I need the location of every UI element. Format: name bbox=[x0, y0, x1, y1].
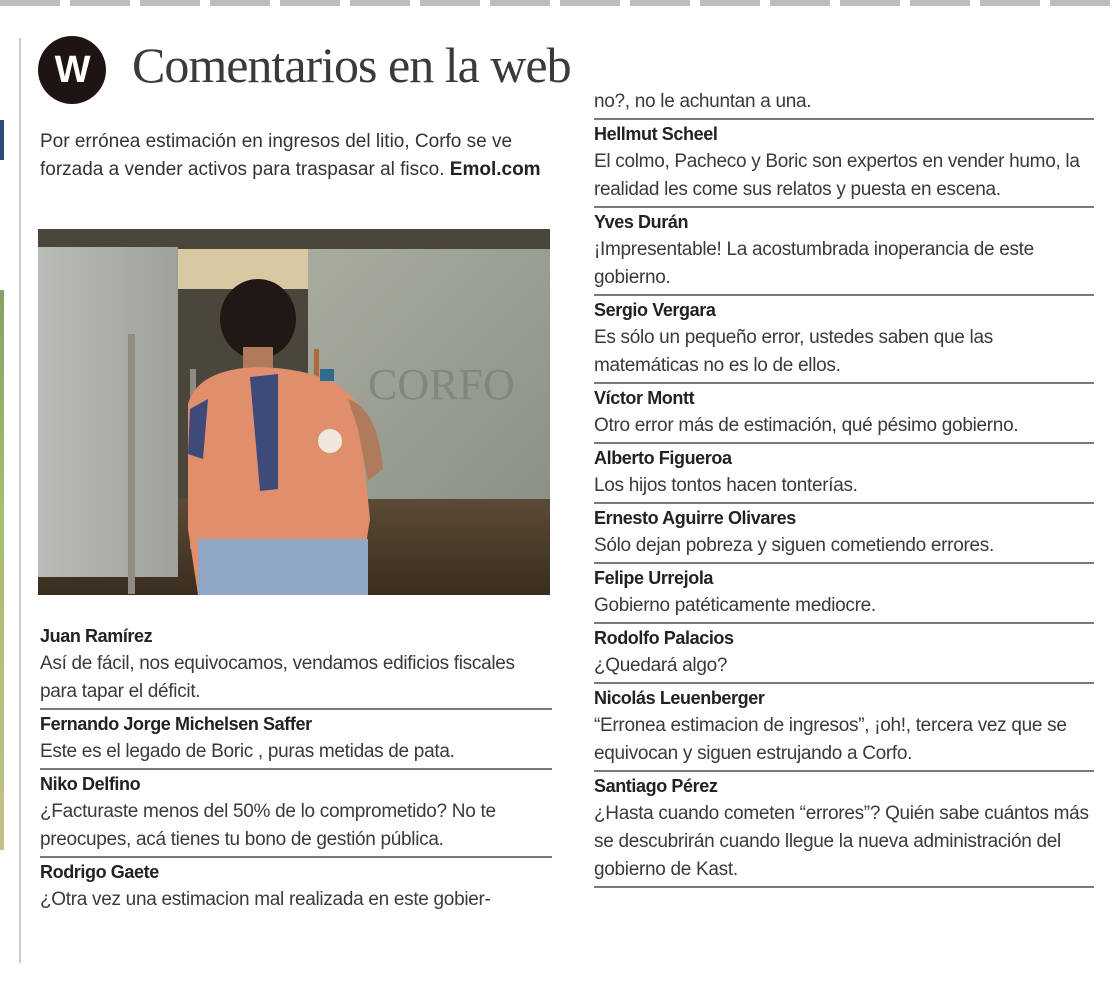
section-title: Comentarios en la web bbox=[132, 37, 571, 93]
comment-niko-delfino bbox=[40, 770, 552, 858]
comment-text: Gobierno patéticamente mediocre. bbox=[594, 595, 876, 616]
comment-author: Juan Ramírez bbox=[40, 626, 153, 646]
comment-text: ¿Facturaste menos del 50% de lo comprometido? No te preocupes, acá tienes tu bono de gestión pública. bbox=[40, 801, 496, 850]
comment-ernesto-aguirre bbox=[594, 504, 1094, 564]
comment-santiago-perez bbox=[594, 772, 1094, 888]
comment-author: Rodrigo Gaete bbox=[40, 862, 159, 882]
comment-text: Es sólo un pequeño error, ustedes saben que las matemáticas no es lo de ellos. bbox=[594, 327, 993, 376]
right-comments-column bbox=[594, 88, 1094, 888]
logo-letter: W bbox=[54, 48, 90, 91]
column-divider bbox=[19, 38, 21, 963]
comment-fernando-michelsen bbox=[40, 710, 552, 770]
comment-text: ¿Hasta cuando cometen “errores”? Quién sabe cuántos más se descubrirán cuando llegue la nueva administración del gobierno de Kast. bbox=[594, 803, 1089, 880]
comment-alberto-figueroa bbox=[594, 444, 1094, 504]
comment-victor-montt bbox=[594, 384, 1094, 444]
comment-yves-duran bbox=[594, 208, 1094, 296]
page-edge-strip bbox=[0, 40, 6, 940]
web-logo-icon bbox=[38, 36, 106, 104]
comment-rodrigo-gaete bbox=[40, 858, 552, 916]
comment-author: Víctor Montt bbox=[594, 388, 695, 408]
comment-hellmut-scheel bbox=[594, 120, 1094, 208]
comment-text: “Erronea estimacion de ingresos”, ¡oh!, tercera vez que se equivocan y siguen estrujando a Corfo. bbox=[594, 715, 1067, 764]
intro-paragraph bbox=[40, 128, 560, 184]
intro-source: Emol.com bbox=[449, 159, 541, 180]
comment-author: Felipe Urrejola bbox=[594, 568, 714, 588]
comment-text: Los hijos tontos hacen tonterías. bbox=[594, 475, 858, 496]
article-photo bbox=[38, 229, 550, 595]
comment-text: ¿Quedará algo? bbox=[594, 655, 728, 676]
door-lettering: CORFO bbox=[368, 360, 515, 409]
photo-person-at-glass-door-icon bbox=[38, 229, 550, 595]
intro-text: Por errónea estimación en ingresos del litio, Corfo se ve forzada a vender activos para traspasar al fisco. bbox=[40, 131, 513, 180]
comment-juan-ramirez bbox=[40, 622, 552, 710]
comment-author: Santiago Pérez bbox=[594, 776, 718, 796]
comment-rodolfo-palacios bbox=[594, 624, 1094, 684]
comment-nicolas-leuenberger bbox=[594, 684, 1094, 772]
comment-text: Así de fácil, nos equivocamos, vendamos edificios fiscales para tapar el déficit. bbox=[40, 653, 515, 702]
comment-author: Ernesto Aguirre Olivares bbox=[594, 508, 796, 528]
comment-text: Este es el legado de Boric , puras metidas de pata. bbox=[40, 741, 455, 762]
comment-author: Sergio Vergara bbox=[594, 300, 716, 320]
comment-text: ¿Otra vez una estimacion mal realizada en este gobier- bbox=[40, 889, 491, 910]
comment-continuation bbox=[594, 88, 1094, 120]
comment-felipe-urrejola bbox=[594, 564, 1094, 624]
comment-text: El colmo, Pacheco y Boric son expertos en vender humo, la realidad les come sus relatos y puesta en escena. bbox=[594, 151, 1080, 200]
comment-author: Nicolás Leuenberger bbox=[594, 688, 765, 708]
comment-author: Hellmut Scheel bbox=[594, 124, 718, 144]
comment-author: Alberto Figueroa bbox=[594, 448, 732, 468]
comment-text: Otro error más de estimación, qué pésimo gobierno. bbox=[594, 415, 1019, 436]
comment-author: Rodolfo Palacios bbox=[594, 628, 734, 648]
comment-text: ¡Impresentable! La acostumbrada inoperancia de este gobierno. bbox=[594, 239, 1034, 288]
comment-text: no?, no le achuntan a una. bbox=[594, 91, 812, 112]
left-comments-column bbox=[40, 622, 552, 916]
top-rule bbox=[0, 0, 1120, 6]
comment-sergio-vergara bbox=[594, 296, 1094, 384]
comment-author: Yves Durán bbox=[594, 212, 689, 232]
comment-author: Fernando Jorge Michelsen Saffer bbox=[40, 714, 312, 734]
comment-text: Sólo dejan pobreza y siguen cometiendo errores. bbox=[594, 535, 994, 556]
comment-author: Niko Delfino bbox=[40, 774, 141, 794]
